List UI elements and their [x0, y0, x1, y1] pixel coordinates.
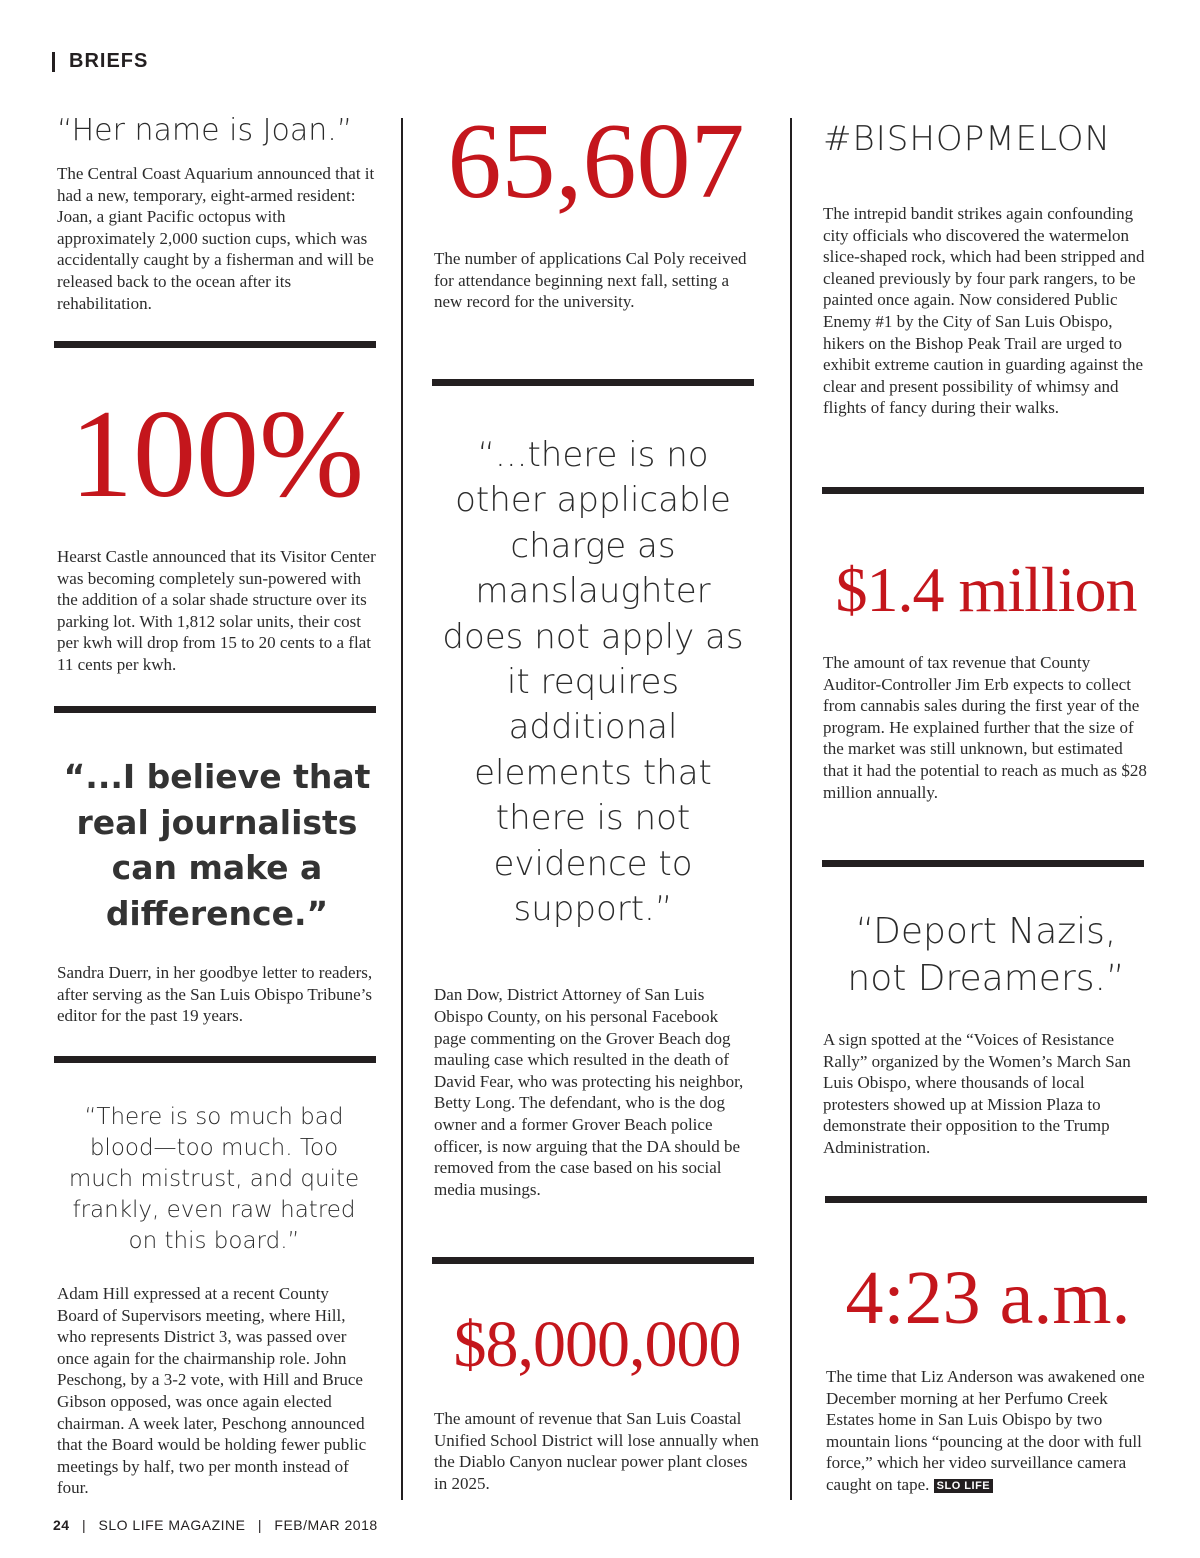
tax-body: The amount of tax revenue that County Auditor-Controller Jim Erb expects to collect from cannabis sales during the first year of the program. He explained further that the size of the market was still unknown, but estimated that it had the potential to reach as much as $28 million annually.: [823, 653, 1147, 802]
solar-number: 100%: [70, 385, 364, 524]
revenue-number: $8,000,000: [453, 1308, 741, 1381]
page-footer: [53, 1517, 378, 1533]
tax-number: $1.4 million: [835, 554, 1137, 625]
footer-separator: |: [257, 1517, 263, 1533]
brief-revenue: [434, 1308, 760, 1494]
brief-deport: [823, 908, 1149, 1159]
brief-applications: [434, 102, 758, 313]
brief-time: [826, 1256, 1150, 1498]
page-number: 24: [53, 1517, 70, 1533]
solar-body: Hearst Castle announced that its Visitor Center was becoming completely sun-powered with the addition of a solar shade structure over its parking lot. With 1,812 solar units, their cost per kwh will drop from 15 to 20 cents to a flat 11 cents per kwh.: [57, 547, 376, 674]
applications-body: The number of applications Cal Poly received for attendance beginning next fall, setting a new record for the university.: [434, 249, 747, 312]
section-title: BRIEFS: [69, 50, 149, 72]
brief-joan: [57, 112, 377, 314]
deport-body: A sign spotted at the “Voices of Resistance Rally” organized by the Women’s March San Luis Obispo, where thousands of local protesters showed up at Mission Plaza to demonstrate their opposition to the Trump Administration.: [823, 1030, 1131, 1157]
applications-number: 65,607: [447, 102, 745, 221]
end-mark: SLO LIFE: [934, 1479, 994, 1493]
brief-bishopmelon: [823, 118, 1149, 419]
badblood-quote: “There is so much bad blood—too much. Too much mistrust, and quite frankly, even raw hatred on this board.”: [68, 1104, 360, 1254]
divider-rule: [54, 1056, 376, 1063]
divider-rule: [432, 379, 754, 386]
section-header: [52, 50, 148, 73]
da-quote: “...there is no other applicable charge as manslaughter does not apply as it requires additional elements that there is not evidence to support.”: [442, 435, 744, 930]
divider-rule: [54, 706, 376, 713]
journalist-body: Sandra Duerr, in her goodbye letter to readers, after serving as the San Luis Obispo Tribune’s editor for the past 19 years.: [57, 963, 373, 1026]
column-divider-right: [790, 118, 792, 1500]
column-divider-left: [401, 118, 403, 1500]
melon-body: The intrepid bandit strikes again confounding city officials who discovered the watermelon slice-shaped rock, which had been stripped and cleaned previously by four park rangers, to be painted once again. Now considered Public Enemy #1 by the City of San Luis Obispo, hikers on the Bishop Peak Trail are urged to exhibit extreme caution in guarding against the clear and present possibility of whimsy and flights of fancy during their walks.: [823, 204, 1145, 418]
time-body: [826, 1366, 1150, 1498]
brief-da: [434, 433, 752, 1200]
joan-headline: “Her name is Joan.”: [57, 113, 353, 148]
deport-quote: “Deport Nazis, not Dreamers.”: [847, 911, 1125, 999]
journalist-quote: “...I believe that real journalists can make a difference.”: [63, 757, 371, 933]
footer-separator: |: [81, 1517, 87, 1533]
divider-rule: [432, 1257, 754, 1264]
issue-date: FEB/MAR 2018: [274, 1517, 378, 1533]
brief-solar: [57, 385, 377, 676]
melon-headline: #BISHOPMELON: [823, 119, 1111, 159]
brief-journalist: [57, 754, 377, 1027]
divider-rule: [822, 487, 1144, 494]
divider-rule: [54, 341, 376, 348]
time-number: 4:23 a.m.: [845, 1256, 1131, 1340]
brief-badblood: [57, 1102, 371, 1499]
magazine-name: SLO LIFE MAGAZINE: [98, 1517, 246, 1533]
joan-body: The Central Coast Aquarium announced that it had a new, temporary, eight-armed resident: Joan, a giant Pacific octopus with approximately 2,000 suction cups, which was accidentally caught by a fisherman and will be released back to the ocean after its rehabilitation.: [57, 164, 375, 313]
divider-rule: [822, 860, 1144, 867]
revenue-body: The amount of revenue that San Luis Coastal Unified School District will lose annually when the Diablo Canyon nuclear power plant closes in 2025.: [434, 1409, 759, 1493]
header-bar: [52, 52, 55, 72]
da-body: Dan Dow, District Attorney of San Luis Obispo County, on his personal Facebook page commenting on the Grover Beach dog mauling case which resulted in the death of David Fear, who was protecting his neighbor, Betty Long. The defendant, who is the dog owner and a former Grover Beach police officer, is now arguing that the DA should be removed from the case based on his social media musings.: [434, 985, 744, 1199]
badblood-body: Adam Hill expressed at a recent County Board of Supervisors meeting, where Hill, who represents District 3, was passed over once again for the chairmanship role. John Peschong, by a 3-2 vote, with Hill and Bruce Gibson opposed, was once again elected chairman. A week later, Peschong announced that the Board would be holding fewer public meetings by half, two per month instead of four.: [57, 1284, 367, 1498]
brief-tax: [823, 554, 1149, 803]
time-body-text: The time that Liz Anderson was awakened one December morning at her Perfumo Creek Estates home in San Luis Obispo by two mountain lions “pouncing at the door with full force,” which her video surveillance camera caught on tape.: [826, 1367, 1145, 1494]
divider-rule: [825, 1196, 1147, 1203]
